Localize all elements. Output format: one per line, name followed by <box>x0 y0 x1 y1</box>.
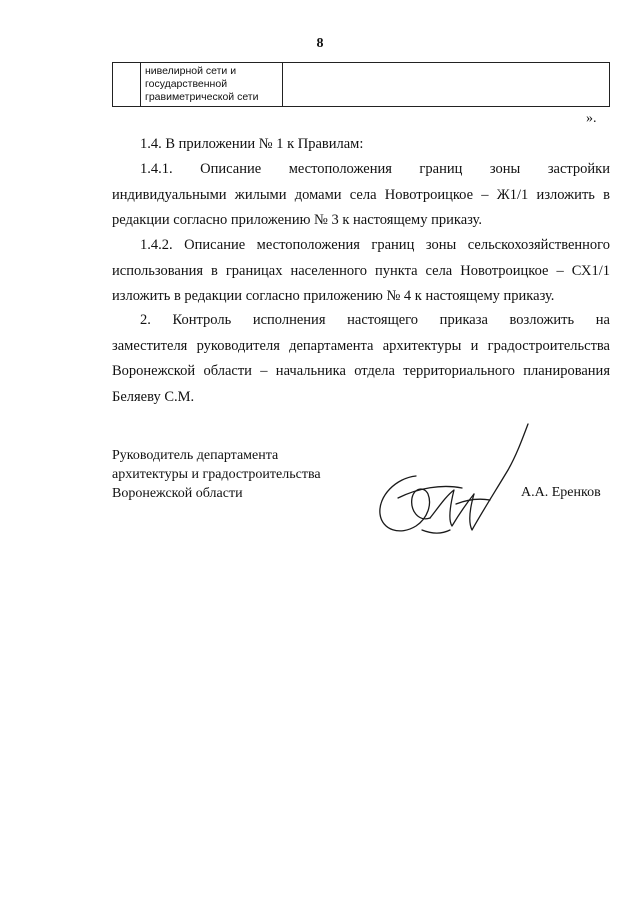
paragraph-line: 2. Контроль исполнения настоящего приказа возложить на <box>140 312 610 328</box>
paragraph-line: 1.4.2. Описание местоположения границ зоны сельскохозяйственного <box>140 237 610 253</box>
signer-position-line: Руководитель департамента <box>112 448 279 463</box>
paragraph-line: заместителя руководителя департамента архитектуры и градостроительства <box>112 337 610 354</box>
table-cell-value <box>283 63 610 107</box>
table-row <box>113 63 610 107</box>
continuation-table <box>112 62 610 107</box>
table-cell-line: гравиметрической сети <box>145 91 259 103</box>
signer-name: А.А. Еренков <box>521 485 601 500</box>
item-1-4-2 <box>112 233 610 310</box>
paragraph-line: Беляеву С.М. <box>112 388 195 405</box>
paragraph-line: изложить в редакции согласно приложению № 4 к настоящему приказу. <box>112 288 555 304</box>
paragraph-line: редакции согласно приложению № 3 к настоящему приказу. <box>112 212 482 228</box>
signer-position <box>112 446 321 503</box>
paragraph-line: 1.4.1. Описание местоположения границ зоны застройки <box>140 161 610 177</box>
item-1-4: 1.4. В приложении № 1 к Правилам: <box>140 136 364 152</box>
handwritten-signature <box>358 418 538 548</box>
item-2 <box>112 308 610 410</box>
paragraph-line: индивидуальными жилыми домами села Новотроицкое – Ж1/1 изложить в <box>112 186 610 203</box>
table-cell-name <box>141 63 283 107</box>
paragraph-line: использования в границах населенного пункта села Новотроицкое – СХ1/1 <box>112 262 610 279</box>
signer-position-line: архитектуры и градостроительства <box>112 467 321 482</box>
item-1-4-1 <box>112 157 610 234</box>
table-cell-line: государственной <box>145 78 228 90</box>
page-number: 8 <box>316 36 324 51</box>
paragraph-line: Воронежской области – начальника отдела территориального планирования <box>112 363 610 379</box>
table-cell-line: нивелирной сети и <box>145 65 237 77</box>
table-cell-number <box>113 63 141 107</box>
signer-position-line: Воронежской области <box>112 486 243 501</box>
closing-quote: ». <box>586 111 597 126</box>
